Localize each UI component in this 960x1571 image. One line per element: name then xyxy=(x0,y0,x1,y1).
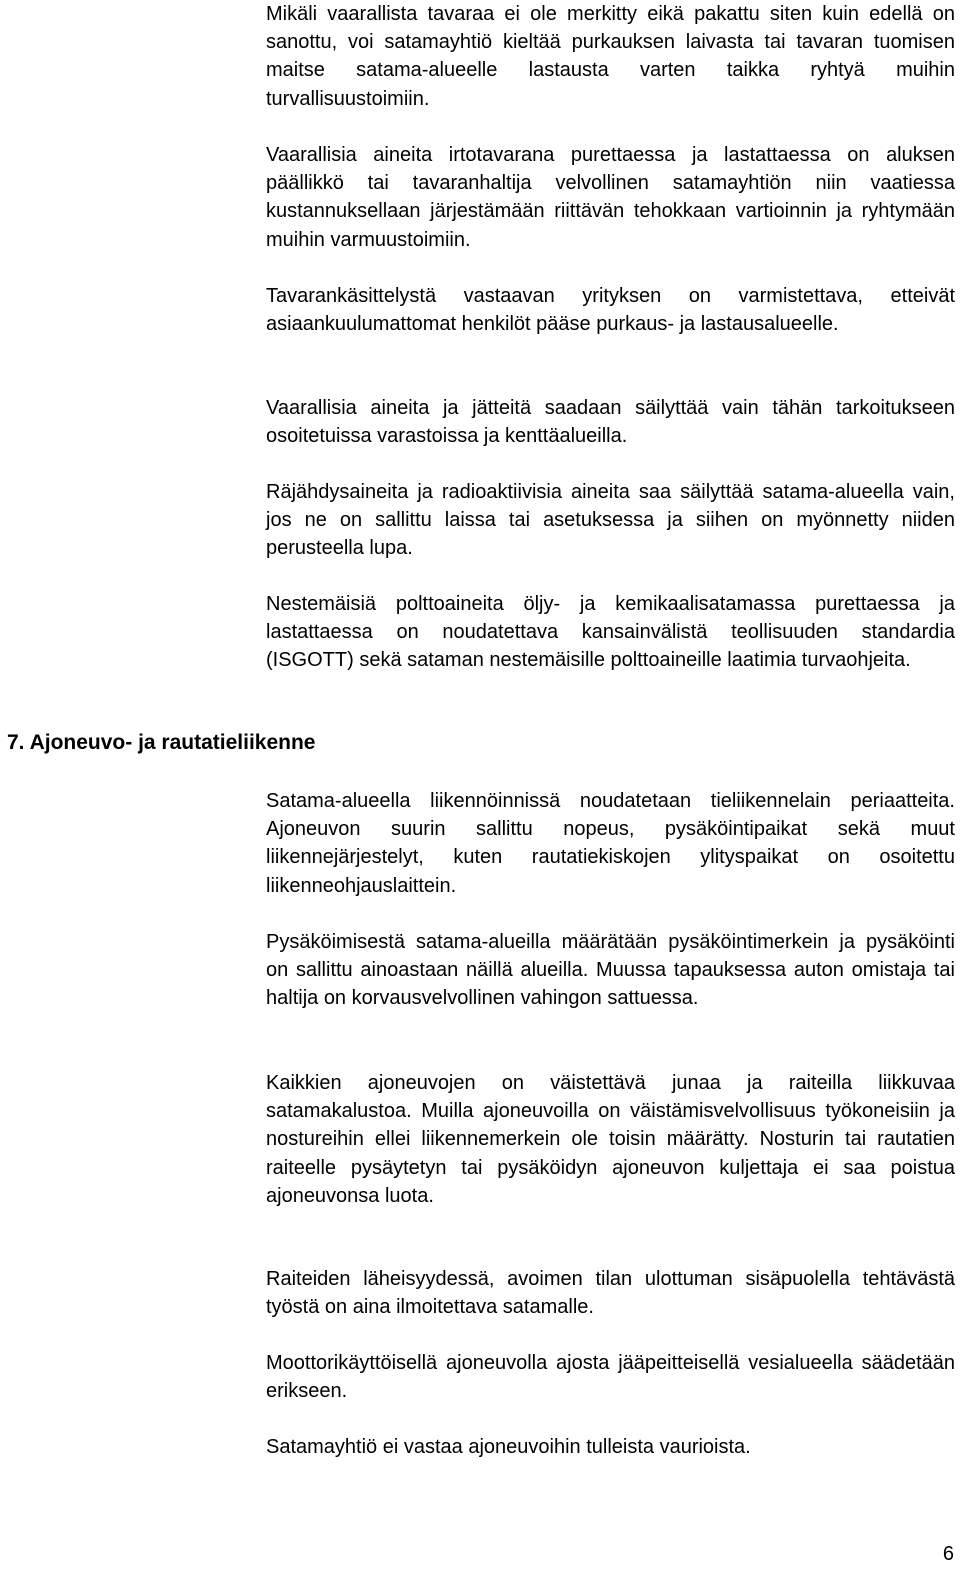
section-heading: 7. Ajoneuvo- ja rautatieliikenne xyxy=(7,731,316,754)
paragraph-work-near-rails: Raiteiden läheisyydessä, avoimen tilan ulottuman sisäpuolella tehtävästä työstä on aina ilmoitettava satamalle. xyxy=(266,1268,955,1319)
paragraph-parking: Pysäköimisestä satama-alueilla määrätään pysäköintimerkein ja pysäköinti on sallittu ainoastaan näillä alueilla. Muussa tapauksessa auton omistaja tai haltija on korvausvelvollinen vahingon sattuessa. xyxy=(266,931,955,1010)
paragraph-yield-to-trains: Kaikkien ajoneuvojen on väistettävä junaa ja raiteilla liikkuvaa satamakalustoa. Muilla ajoneuvoilla on väistämisvelvollisuus työkoneisiin ja nostureihin ellei liikennemerkein ole toisin määrätty. Nosturin tai rautatien raiteelle pysäytetyn tai pysäköidyn ajoneuvon kuljettaja ei saa poistua ajoneuvonsa luota. xyxy=(266,1072,955,1207)
paragraph-storage-of-hazardous: Vaarallisia aineita ja jätteitä saadaan säilyttää vain tähän tarkoitukseen osoitetuissa varastoissa ja kenttäalueilla. xyxy=(266,397,955,448)
paragraph-explosives-radioactive: Räjähdysaineita ja radioaktiivisia aineita saa säilyttää satama-alueella vain, jos ne on sallittu laissa tai asetuksessa ja siihen on myönnetty niiden perusteella lupa. xyxy=(266,481,955,560)
paragraph-vehicle-damage-liability: Satamayhtiö ei vastaa ajoneuvoihin tulleista vaurioista. xyxy=(266,1436,751,1458)
paragraph-unauthorized-persons: Tavarankäsittelystä vastaavan yrityksen on varmistettava, etteivät asiaankuulumattomat henkilöt pääse purkaus- ja lastausalueelle. xyxy=(266,285,955,336)
paragraph-dangerous-goods-marking: Mikäli vaarallista tavaraa ei ole merkitty eikä pakattu siten kuin edellä on sanottu, voi satamayhtiö kieltää purkauksen laivasta tai tavaran tuomisen maitse satama-alueelle lastausta varten taikka ryhtyä muihin turvallisuustoimiin. xyxy=(266,3,955,110)
paragraph-liquid-fuels-isgott: Nestemäisiä polttoaineita öljy- ja kemikaalisatamassa purettaessa ja lastattaessa on noudatettava kansainvälistä teollisuuden standardia (ISGOTT) sekä sataman nestemäisille polttoaineille laatimia turvaohjeita. xyxy=(266,593,955,672)
paragraph-bulk-unloading-guarding: Vaarallisia aineita irtotavarana purettaessa ja lastattaessa on aluksen päällikkö tai tavaranhaltija velvollinen satamayhtiön niin vaatiessa kustannuksellaan järjestämään riittävän tehokkaan vartioinnin ja ryhtymään muihin varmuustoimiin. xyxy=(266,144,955,251)
paragraph-traffic-rules: Satama-alueella liikennöinnissä noudatetaan tieliikennelain periaatteita. Ajoneuvon suurin sallittu nopeus, pysäköintipaikat sekä muut liikennejärjestelyt, kuten rautatiekiskojen ylityspaikat on osoitettu liikenneohjauslaittein. xyxy=(266,790,955,897)
page-number: 6 xyxy=(942,1543,954,1565)
paragraph-ice-driving: Moottorikäyttöisellä ajoneuvolla ajosta jääpeitteisellä vesialueella säädetään erikseen. xyxy=(266,1352,955,1403)
